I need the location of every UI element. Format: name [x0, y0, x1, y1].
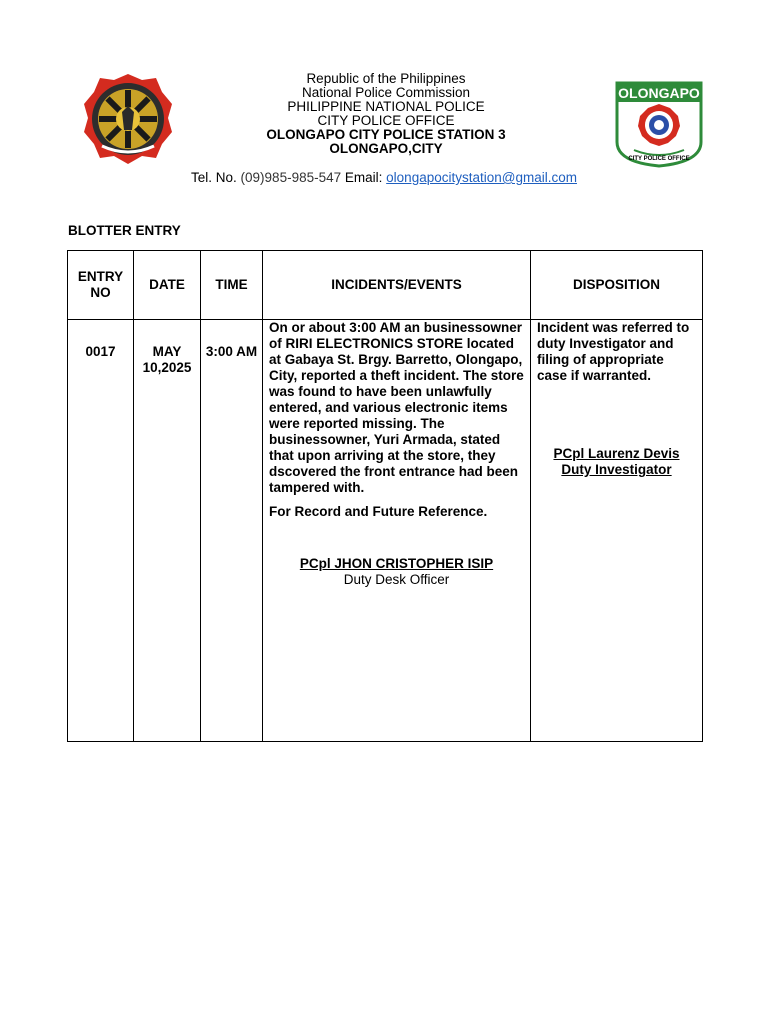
- desk-officer-signature: [269, 556, 524, 588]
- date-cell: MAY 10,2025: [134, 320, 201, 742]
- tel-number: (09)985-985-547: [240, 170, 342, 185]
- record-note: For Record and Future Reference.: [269, 504, 488, 519]
- disposition-cell: [531, 320, 703, 742]
- document-header: [200, 72, 572, 156]
- table-header-row: [68, 251, 703, 320]
- investigator-name: PCpl Laurenz Devis: [553, 446, 680, 461]
- entry-no-cell: 0017: [68, 320, 134, 742]
- header-disposition: DISPOSITION: [531, 251, 703, 320]
- header-incidents: INCIDENTS/EVENTS: [263, 251, 531, 320]
- blotter-title: BLOTTER ENTRY: [68, 223, 181, 238]
- incident-cell: [263, 320, 531, 742]
- incident-narrative: On or about 3:00 AM an businessowner of RIRI ELECTRONICS STORE located at Gabaya St. Brgy. Barretto, Olongapo, City, reported a theft incident. The store was found to have been unlawfully entered, and various electronic items were reported missing. The businessowner, Yuri Armada, stated that upon arriving at the store, they dscovered the front entrance had been tampered with.: [269, 320, 524, 495]
- header-station: OLONGAPO CITY POLICE STATION 3: [266, 127, 506, 142]
- disposition-text: Incident was referred to duty Investigator and filing of appropriate case if warranted.: [537, 320, 690, 383]
- header-time: TIME: [201, 251, 263, 320]
- desk-officer-name: PCpl JHON CRISTOPHER ISIP: [299, 556, 494, 571]
- header-city: OLONGAPO,CITY: [329, 141, 443, 156]
- investigator-role: Duty Investigator: [561, 462, 672, 477]
- email-link[interactable]: olongapocitystation@gmail.com: [386, 170, 577, 185]
- table-row: [68, 320, 703, 742]
- investigator-signature: [537, 446, 696, 478]
- pnp-seal-logo: [82, 72, 174, 166]
- svg-text:OLONGAPO: OLONGAPO: [618, 85, 700, 101]
- svg-text:CITY POLICE OFFICE: CITY POLICE OFFICE: [628, 156, 690, 162]
- header-republic: Republic of the Philippines: [306, 71, 466, 86]
- header-date: DATE: [134, 251, 201, 320]
- email-label: Email:: [344, 170, 383, 185]
- desk-officer-role: Duty Desk Officer: [343, 572, 450, 587]
- olongapo-police-logo: [614, 80, 704, 168]
- blotter-table: [67, 250, 703, 742]
- contact-line: [0, 170, 768, 185]
- header-entry-no: ENTRY NO: [68, 251, 134, 320]
- header-pnp: PHILIPPINE NATIONAL POLICE: [287, 99, 485, 114]
- time-cell: 3:00 AM: [201, 320, 263, 742]
- tel-label: Tel. No.: [191, 170, 237, 185]
- header-city-office: CITY POLICE OFFICE: [317, 113, 455, 128]
- header-commission: National Police Commission: [301, 85, 471, 100]
